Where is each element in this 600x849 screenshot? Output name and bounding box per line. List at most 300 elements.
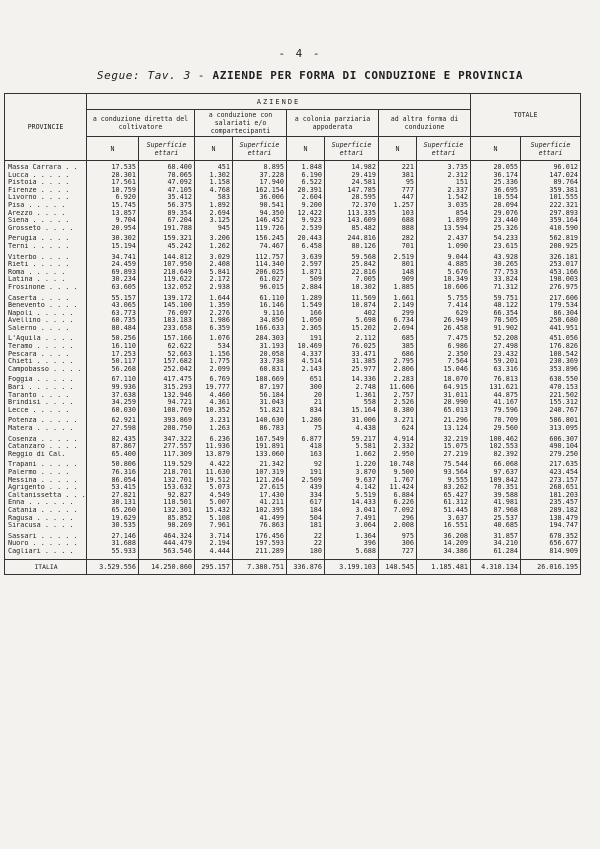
table-row [5,187,581,195]
table-cell: 198.003 [521,276,581,284]
province-name: Latina . . . . [5,276,87,284]
table-cell: 11.630 [195,469,233,477]
table-cell: 71.312 [471,284,521,292]
table-cell: 7.414 [417,302,471,310]
province-name: Palermo . . . . [5,469,87,477]
table-cell: 184 [287,507,325,515]
table-row [5,436,581,444]
table-cell: 975 [379,533,417,541]
table-cell: 62.921 [87,417,139,425]
table-cell: 651 [287,376,325,384]
table-cell: 583 [195,194,233,202]
table-cell: 1.775 [195,358,233,366]
header-n: N [471,137,521,161]
province-name: Lucca . . . . . [5,172,87,180]
header-n: N [379,137,417,161]
table-row [5,276,581,284]
table-cell: 76.025 [325,343,379,351]
table-cell: 87.968 [471,507,521,515]
table-cell: 4.885 [417,261,471,269]
header-superficie: Superficie ettari [325,137,379,161]
table-cell: 16.110 [87,343,139,351]
table-cell: 25.336 [471,179,521,187]
table-cell: 28.990 [417,399,471,407]
province-name: Sassari . . . . . [5,533,87,541]
table-cell: 22 [287,540,325,548]
table-cell: 2.604 [287,194,325,202]
table-cell: 30.265 [471,261,521,269]
table-cell: 66.354 [471,310,521,318]
table-cell: 3.029 [195,254,233,262]
table-cell: 7.092 [379,507,417,515]
table-cell: 34.210 [471,540,521,548]
table-cell: 4.768 [195,187,233,195]
table-cell: 218.701 [139,469,195,477]
table-cell: 148 [379,269,417,277]
table-cell: 562.819 [521,235,581,243]
table-cell: 15.075 [417,443,471,451]
table-cell: 10.349 [417,276,471,284]
table-cell: 118.501 [139,499,195,507]
table-cell: 586.801 [521,417,581,425]
table-cell: 10.352 [195,407,233,415]
table-cell: 146.452 [233,217,287,225]
table-cell: 402 [325,310,379,318]
table-cell: 9.500 [379,469,417,477]
table-cell: 2.806 [379,366,417,374]
table-cell: 834 [287,407,325,415]
table-cell: 1.848 [287,164,325,172]
table-cell: 107.319 [233,469,287,477]
table-cell: 50.806 [87,461,139,469]
table-cell: 4.549 [195,492,233,500]
table-cell: 9.704 [87,217,139,225]
table-cell: 86.783 [233,425,287,433]
table-cell: 6.458 [287,243,325,251]
table-cell: 5.698 [325,317,379,325]
table-cell: 230.369 [521,358,581,366]
table-cell: 15.194 [87,243,139,251]
farms-table [4,93,581,575]
table-cell: 98.269 [139,522,195,530]
table-cell: 15.046 [417,366,471,374]
table-cell: 250.680 [521,317,581,325]
table-cell: 76.863 [233,522,287,530]
province-name: Pisa . . . . . [5,202,87,210]
table-cell: 151 [417,179,471,187]
table-cell: 1.542 [417,194,471,202]
province-name: Avellino . . . . [5,317,87,325]
table-cell: 221 [379,164,417,172]
table-cell: 300 [287,384,325,392]
table-cell: 5.073 [195,484,233,492]
table-cell: 17.940 [233,179,287,187]
table-cell: 206.025 [233,269,287,277]
table-cell: 133.060 [233,451,287,459]
table-cell: 41.211 [233,499,287,507]
province-name: Bari . . . . . . [5,384,87,392]
table-cell: 100.462 [471,436,521,444]
table-cell: 423.454 [521,469,581,477]
province-name: Arezzo . . . . [5,210,87,218]
province-name: Ragusa . . . . . [5,515,87,523]
table-cell: 6.359 [195,325,233,333]
table-cell: 2.694 [379,325,417,333]
table-cell: 25.977 [325,366,379,374]
table-cell: 56.375 [139,202,195,210]
table-cell: 27.498 [471,343,521,351]
table-cell: 2.757 [379,392,417,400]
table-cell: 233.658 [139,325,195,333]
table-cell: 5.676 [417,269,471,277]
table-cell: 18.302 [325,284,379,292]
table-cell: 131.621 [471,384,521,392]
total-cell: 1.185.481 [417,559,471,574]
table-cell: 11.606 [379,384,417,392]
table-cell: 79.596 [471,407,521,415]
table-cell: 447 [379,194,417,202]
table-cell: 273.157 [521,477,581,485]
table-row [5,284,581,292]
table-cell: 85.852 [139,515,195,523]
table-cell: 97.637 [471,469,521,477]
total-row [5,559,581,574]
table-cell: 36.208 [417,533,471,541]
table-row [5,522,581,530]
table-cell: 61.284 [471,548,521,556]
table-cell: 10.554 [471,194,521,202]
table-cell: 656.677 [521,540,581,548]
table-body [5,161,581,575]
table-cell: 34.259 [87,399,139,407]
table-cell: 39.588 [471,492,521,500]
table-cell: 6.877 [287,436,325,444]
table-cell: 252.042 [139,366,195,374]
table-cell: 60.030 [87,407,139,415]
table-cell: 65.260 [87,507,139,515]
table-cell: 563.546 [139,548,195,556]
table-cell: 240.767 [521,407,581,415]
table-cell: 10.874 [325,302,379,310]
table-cell: 31.193 [233,343,287,351]
table-cell: 60.831 [233,366,287,374]
table-row [5,295,581,303]
table-cell: 20.055 [471,164,521,172]
province-name: Foggia . . . . . [5,376,87,384]
table-row [5,399,581,407]
table-cell: 9.200 [287,202,325,210]
table-cell: 2.276 [195,310,233,318]
table-cell: 27.821 [87,492,139,500]
table-cell: 101.555 [521,194,581,202]
table-cell: 144.812 [139,254,195,262]
table-cell: 5.688 [325,548,379,556]
table-cell: 15.202 [325,325,379,333]
table-cell: 103 [379,210,417,218]
table-row [5,392,581,400]
total-cell: 3.529.556 [87,559,139,574]
table-cell: 68.400 [139,164,195,172]
table-cell: 11.569 [325,295,379,303]
table-cell: 2.172 [195,276,233,284]
table-cell: 4.142 [325,484,379,492]
table-cell: 119.726 [233,225,287,233]
table-cell: 7.491 [325,515,379,523]
table-row [5,492,581,500]
table-cell: 4.422 [195,461,233,469]
table-row [5,366,581,374]
table-cell: 2.143 [287,366,325,374]
total-label: ITALIA [5,559,87,574]
table-cell: 180 [287,548,325,556]
table-cell: 296 [379,515,417,523]
table-row [5,172,581,180]
table-cell: 3.206 [195,235,233,243]
table-cell: 50.256 [87,335,139,343]
table-cell: 35.412 [139,194,195,202]
table-row [5,254,581,262]
table-row [5,225,581,233]
table-cell: 396 [325,540,379,548]
table-row [5,317,581,325]
table-header [5,94,581,161]
table-cell: 6.190 [287,172,325,180]
table-cell: 145.100 [139,302,195,310]
table-cell: 2.283 [379,376,417,384]
table-row [5,325,581,333]
province-name: Catanzaro . . . . [5,443,87,451]
table-cell: 43.928 [471,254,521,262]
table-cell: 1.885 [379,284,417,292]
table-cell: 12.422 [287,210,325,218]
table-cell: 10.469 [287,343,325,351]
table-cell: 56.268 [87,366,139,374]
table-cell: 102.395 [233,507,287,515]
table-cell: 89.354 [139,210,195,218]
table-cell: 86.304 [521,310,581,318]
table-cell: 176.826 [521,343,581,351]
table-cell: 5.108 [195,515,233,523]
table-cell: 47.105 [139,187,195,195]
table-cell: 4.514 [287,358,325,366]
table-cell: 3.231 [195,417,233,425]
table-cell: 27.615 [233,484,287,492]
table-cell: 70.709 [471,417,521,425]
table-cell: 69.893 [87,269,139,277]
table-cell: 17.535 [87,164,139,172]
table-cell: 61.110 [233,295,287,303]
table-cell: 37.638 [87,392,139,400]
table-cell: 2.437 [417,235,471,243]
table-cell: 86.054 [87,477,139,485]
table-cell: 87.197 [233,384,287,392]
table-cell: 63.605 [87,284,139,292]
province-name: Chieti . . . . . [5,358,87,366]
table-cell: 7.961 [195,522,233,530]
table-cell: 218.649 [139,269,195,277]
table-cell: 155.312 [521,399,581,407]
table-cell: 9.923 [287,217,325,225]
table-cell: 53.415 [87,484,139,492]
table-cell: 19.512 [195,477,233,485]
table-cell: 31.006 [325,417,379,425]
table-cell: 11.424 [379,484,417,492]
table-cell: 176.456 [233,533,287,541]
table-cell: 157.166 [139,335,195,343]
table-cell: 504 [287,515,325,523]
table-cell: 814.909 [521,548,581,556]
table-cell: 45.242 [139,243,195,251]
table-cell: 3.870 [325,469,379,477]
table-cell: 1.262 [195,243,233,251]
table-cell: 282 [379,235,417,243]
table-cell: 33.471 [325,351,379,359]
table-cell: 54.233 [471,235,521,243]
table-cell: 65.013 [417,407,471,415]
table-cell: 381 [379,172,417,180]
table-cell: 16.551 [417,522,471,530]
header-group-altra: ad altra forma di conduzione [379,110,471,137]
table-cell: 2.597 [287,261,325,269]
table-cell: 9.637 [325,477,379,485]
table-cell: 909 [379,276,417,284]
table-cell: 418 [287,443,325,451]
table-cell: 1.871 [287,269,325,277]
table-row [5,515,581,523]
table-cell: 163 [287,451,325,459]
table-cell: 191.788 [139,225,195,233]
table-cell: 1.257 [379,202,417,210]
header-province: PROVINCIE [5,94,87,161]
table-cell: 34.386 [417,548,471,556]
table-cell: 41.167 [471,399,521,407]
header-totale: TOTALE [471,94,581,137]
table-cell: 315.293 [139,384,195,392]
table-cell: 6.769 [195,376,233,384]
table-cell: 191 [287,335,325,343]
table-cell: 59.568 [325,254,379,262]
table-row [5,484,581,492]
table-cell: 509 [287,276,325,284]
table-cell: 76.813 [471,376,521,384]
table-cell: 62.622 [139,343,195,351]
table-cell: 5.755 [417,295,471,303]
table-cell: 4.361 [195,399,233,407]
table-cell: 27.146 [87,533,139,541]
table-cell: 777 [379,187,417,195]
table-cell: 26.458 [417,325,471,333]
table-cell: 14.433 [325,499,379,507]
table-cell: 6.884 [379,492,417,500]
table-cell: 3.735 [417,164,471,172]
header-group-diretta: a conduzione diretta del coltivatore [87,110,195,137]
table-cell: 8.895 [233,164,287,172]
table-cell: 113.335 [325,210,379,218]
table-cell: 347.322 [139,436,195,444]
table-row [5,540,581,548]
table-cell: 25.842 [325,261,379,269]
table-row [5,533,581,541]
table-cell: 617 [287,499,325,507]
table-cell: 26.949 [417,317,471,325]
table-cell: 20.058 [233,351,287,359]
table-cell: 94.350 [233,210,287,218]
table-row [5,269,581,277]
table-cell: 20.391 [287,187,325,195]
table-cell: 1.361 [325,392,379,400]
table-cell: 67.204 [139,217,195,225]
table-cell: 2.008 [379,522,417,530]
table-cell: 277.557 [139,443,195,451]
table-cell: 30.234 [87,276,139,284]
table-cell: 37.228 [233,172,287,180]
table-cell: 119.529 [139,461,195,469]
table-cell: 167.549 [233,436,287,444]
table-cell: 22.816 [325,269,379,277]
table-cell: 326.181 [521,254,581,262]
table-cell: 5.841 [195,269,233,277]
total-cell: 26.016.195 [521,559,581,574]
table-cell: 140.630 [233,417,287,425]
table-cell: 888 [379,225,417,233]
table-cell: 21.342 [233,461,287,469]
table-cell: 393.869 [139,417,195,425]
table-cell: 66.068 [471,461,521,469]
table-cell: 181.203 [521,492,581,500]
table-cell: 268.651 [521,484,581,492]
total-cell: 295.157 [195,559,233,574]
table-cell: 132.301 [139,507,195,515]
table-cell: 65.400 [87,451,139,459]
table-cell: 63.773 [87,310,139,318]
table-cell: 36.006 [233,194,287,202]
province-name: Potenza . . . . . [5,417,87,425]
table-cell: 30.535 [87,522,139,530]
table-cell: 11.936 [195,443,233,451]
table-cell: 9.555 [417,477,471,485]
table-cell: 1.661 [379,295,417,303]
table-cell: 17.561 [87,179,139,187]
table-cell: 159.321 [139,235,195,243]
table-cell: 2.938 [195,284,233,292]
table-cell: 624 [379,425,417,433]
total-cell: 14.250.860 [139,559,195,574]
table-cell: 181 [287,522,325,530]
table-cell: 1.076 [195,335,233,343]
table-cell: 2.350 [417,351,471,359]
table-cell: 2.312 [417,172,471,180]
table-row [5,443,581,451]
table-cell: 52.208 [471,335,521,343]
table-cell: 417.475 [139,376,195,384]
table-cell: 8.380 [379,407,417,415]
table-cell: 70.351 [471,484,521,492]
table-cell: 80.126 [325,243,379,251]
table-cell: 1.986 [195,317,233,325]
table-cell: 139.172 [139,295,195,303]
table-cell: 211.289 [233,548,287,556]
table-cell: 13.594 [417,225,471,233]
table-cell: 132.701 [139,477,195,485]
table-row [5,425,581,433]
header-n: N [87,137,139,161]
table-row [5,164,581,172]
table-cell: 138.479 [521,515,581,523]
table-cell: 801 [379,261,417,269]
table-cell: 56.184 [233,392,287,400]
table-cell: 1.359 [195,302,233,310]
table-cell: 2.748 [325,384,379,392]
